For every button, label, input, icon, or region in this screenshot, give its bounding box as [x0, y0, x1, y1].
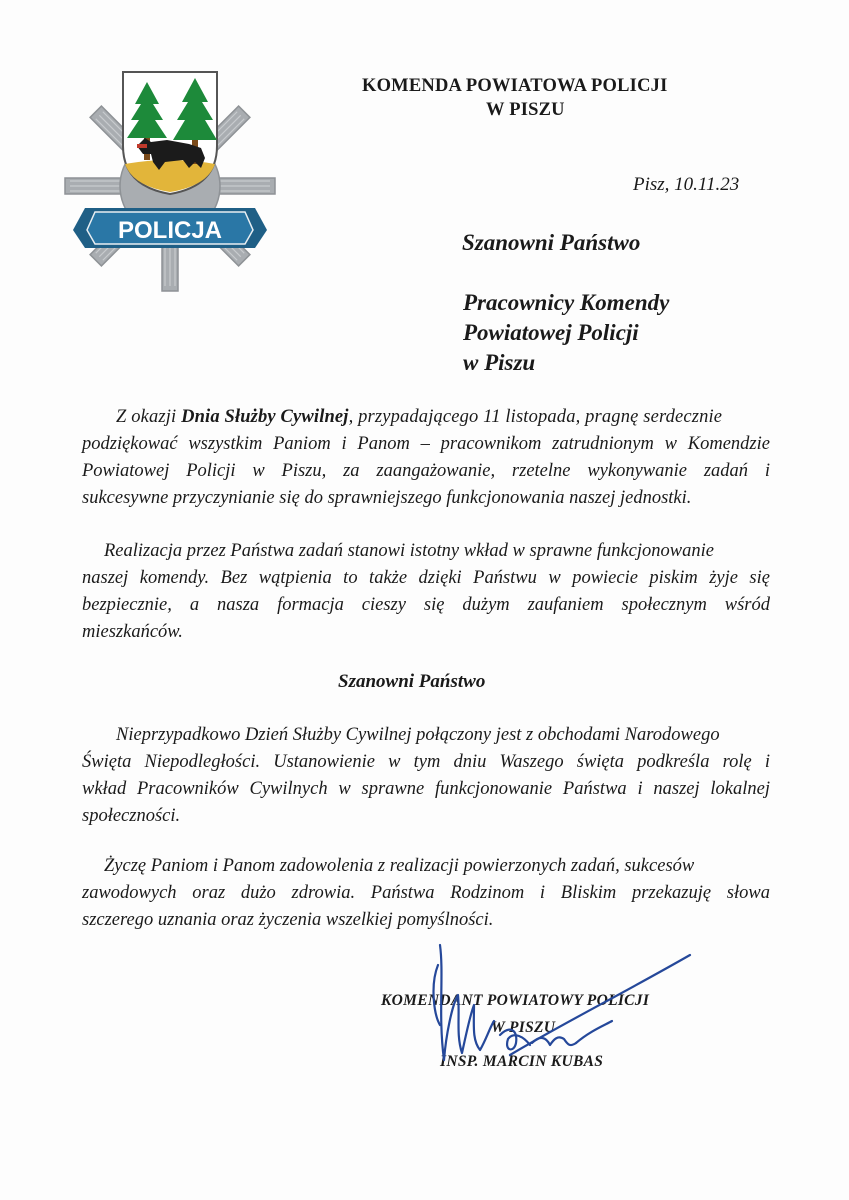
- salutation-2: Szanowni Państwo: [338, 671, 486, 692]
- letter-date: Pisz, 10.11.23: [633, 174, 740, 195]
- recipient-line-3: w Piszu: [463, 350, 536, 375]
- policja-banner: [73, 208, 267, 248]
- paragraph-4: [82, 853, 770, 934]
- handwritten-signature: [400, 935, 700, 1075]
- coat-of-arms-shield: [123, 72, 217, 194]
- recipient-line-1: Pracownicy Komendy: [463, 290, 670, 315]
- paragraph-2-line-2: naszej komendy. Bez wątpienia to także dzięki Państwu w powiecie piskim żyje się: [82, 568, 770, 588]
- recipient-line-2: Powiatowej Policji: [463, 320, 639, 345]
- header-line-2: W PISZU: [486, 100, 565, 120]
- paragraph-3-line-3: wkład Pracowników Cywilnych w sprawne funkcjonowanie Państwa i naszej lokalnej: [82, 779, 770, 799]
- paragraph-3: [82, 722, 770, 830]
- header-line-1: KOMENDA POWIATOWA POLICJI: [362, 76, 668, 96]
- paragraph-4-line-2: zawodowych oraz dużo zdrowia. Państwa Rodzinom i Bliskim przekazuję słowa: [82, 883, 770, 903]
- paragraph-1-line-1: Z okazji Dnia Służby Cywilnej, przypadającego 11 listopada, pragnę serdecznie: [116, 407, 723, 427]
- paragraph-1-line-2: podziękować wszystkim Paniom i Panom – pracownikom zatrudnionym w Komendzie: [82, 434, 770, 454]
- paragraph-3-line-2: Święta Niepodległości. Ustanowienie w tym dniu Waszego święta podkreśla rolę i: [82, 752, 770, 772]
- salutation: Szanowni Państwo: [462, 230, 641, 255]
- paragraph-2-line-4: mieszkańców.: [82, 622, 183, 642]
- paragraph-1: [82, 404, 770, 512]
- paragraph-3-line-1: Nieprzypadkowo Dzień Służby Cywilnej połączony jest z obchodami Narodowego: [116, 725, 720, 745]
- emphasis-day-name: Dnia Służby Cywilnej: [181, 407, 349, 427]
- paragraph-1-line-3: Powiatowej Policji w Piszu, za zaangażowanie, rzetelne wykonywanie zadań i: [82, 461, 770, 481]
- paragraph-1-line-4: sukcesywne przyczynianie się do sprawniejszego funkcjonowania naszej jednostki.: [82, 488, 692, 508]
- paragraph-2-line-1: Realizacja przez Państwa zadań stanowi istotny wkład w sprawne funkcjonowanie: [104, 541, 714, 561]
- paragraph-2: [82, 538, 770, 646]
- logo-text: POLICJA: [117, 217, 223, 244]
- paragraph-2-line-3: bezpiecznie, a nasza formacja cieszy się dużym zaufaniem społecznym wśród: [82, 595, 770, 615]
- paragraph-3-line-4: społeczności.: [82, 806, 181, 826]
- paragraph-4-line-3: szczerego uznania oraz życzenia wszelkiej pomyślności.: [82, 910, 494, 930]
- paragraph-4-line-1: Życzę Paniom i Panom zadowolenia z realizacji powierzonych zadań, sukcesów: [104, 856, 695, 876]
- signature-title: KOMENDANT POWIATOWY POLICJI: [381, 992, 650, 1009]
- signature-name: INSP. MARCIN KUBAS: [440, 1053, 604, 1070]
- signature-unit: W PISZU: [491, 1019, 556, 1036]
- police-badge-logo: [55, 68, 285, 300]
